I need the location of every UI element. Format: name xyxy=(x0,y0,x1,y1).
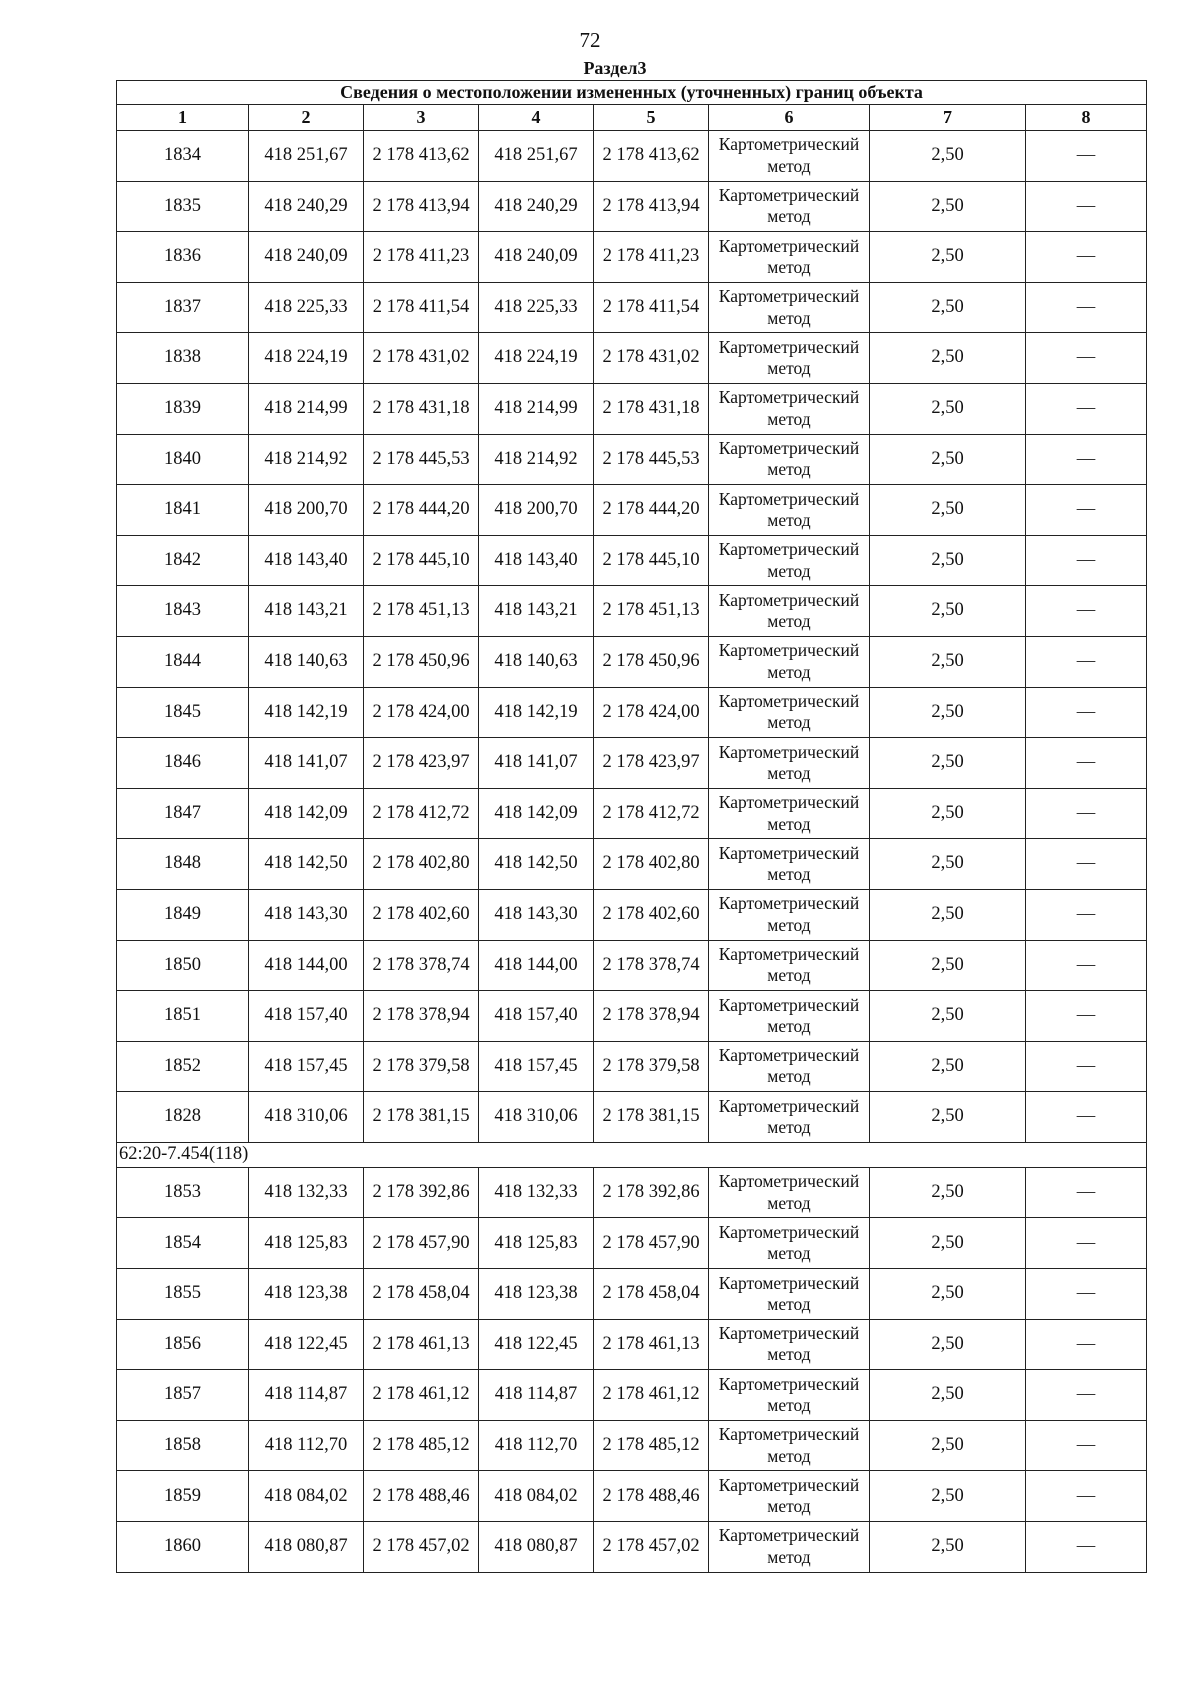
point-number-cell: 1844 xyxy=(117,636,249,687)
y-existing-cell: 2 178 412,72 xyxy=(364,788,479,839)
accuracy-cell: 2,50 xyxy=(870,333,1026,384)
description-cell: — xyxy=(1026,1167,1147,1218)
point-number-cell: 1845 xyxy=(117,687,249,738)
table-row xyxy=(117,1218,1147,1269)
x-existing-cell: 418 157,45 xyxy=(249,1041,364,1092)
y-refined-cell: 2 178 451,13 xyxy=(594,586,709,637)
description-cell: — xyxy=(1026,738,1147,789)
table-row xyxy=(117,687,1147,738)
y-existing-cell: 2 178 457,02 xyxy=(364,1522,479,1573)
method-cell: Картометрический метод xyxy=(709,131,870,182)
accuracy-cell: 2,50 xyxy=(870,889,1026,940)
table-row xyxy=(117,738,1147,789)
accuracy-cell: 2,50 xyxy=(870,586,1026,637)
x-refined-cell: 418 240,09 xyxy=(479,232,594,283)
x-refined-cell: 418 143,30 xyxy=(479,889,594,940)
accuracy-cell: 2,50 xyxy=(870,434,1026,485)
table-row xyxy=(117,535,1147,586)
table-row xyxy=(117,282,1147,333)
x-refined-cell: 418 143,40 xyxy=(479,535,594,586)
description-cell: — xyxy=(1026,1319,1147,1370)
description-cell: — xyxy=(1026,1370,1147,1421)
description-cell: — xyxy=(1026,636,1147,687)
x-refined-cell: 418 080,87 xyxy=(479,1522,594,1573)
y-existing-cell: 2 178 485,12 xyxy=(364,1420,479,1471)
point-number-cell: 1840 xyxy=(117,434,249,485)
description-cell: — xyxy=(1026,1092,1147,1143)
description-cell: — xyxy=(1026,991,1147,1042)
accuracy-cell: 2,50 xyxy=(870,181,1026,232)
y-existing-cell: 2 178 381,15 xyxy=(364,1092,479,1143)
section-title: Раздел3 xyxy=(583,58,647,78)
y-refined-cell: 2 178 411,54 xyxy=(594,282,709,333)
table-row xyxy=(117,232,1147,283)
method-cell: Картометрический метод xyxy=(709,889,870,940)
point-number-cell: 1842 xyxy=(117,535,249,586)
accuracy-cell: 2,50 xyxy=(870,1218,1026,1269)
method-cell: Картометрический метод xyxy=(709,282,870,333)
description-cell: — xyxy=(1026,282,1147,333)
method-cell: Картометрический метод xyxy=(709,1218,870,1269)
y-refined-cell: 2 178 381,15 xyxy=(594,1092,709,1143)
table-row xyxy=(117,839,1147,890)
x-refined-cell: 418 125,83 xyxy=(479,1218,594,1269)
table-body xyxy=(117,131,1147,1573)
y-existing-cell: 2 178 423,97 xyxy=(364,738,479,789)
y-refined-cell: 2 178 402,60 xyxy=(594,889,709,940)
x-existing-cell: 418 225,33 xyxy=(249,282,364,333)
table-row xyxy=(117,181,1147,232)
accuracy-cell: 2,50 xyxy=(870,1167,1026,1218)
x-existing-cell: 418 157,40 xyxy=(249,991,364,1042)
table-row xyxy=(117,586,1147,637)
accuracy-cell: 2,50 xyxy=(870,1420,1026,1471)
table-row xyxy=(117,131,1147,182)
x-refined-cell: 418 310,06 xyxy=(479,1092,594,1143)
y-refined-cell: 2 178 445,10 xyxy=(594,535,709,586)
accuracy-cell: 2,50 xyxy=(870,1269,1026,1320)
table-row xyxy=(117,1370,1147,1421)
description-cell: — xyxy=(1026,839,1147,890)
method-cell: Картометрический метод xyxy=(709,232,870,283)
table-row xyxy=(117,1269,1147,1320)
description-cell: — xyxy=(1026,940,1147,991)
y-existing-cell: 2 178 413,62 xyxy=(364,131,479,182)
point-number-cell: 1838 xyxy=(117,333,249,384)
x-refined-cell: 418 084,02 xyxy=(479,1471,594,1522)
column-header: 5 xyxy=(594,105,709,131)
parcel-number-label: 62:20-7.454(118) xyxy=(117,1142,1147,1167)
point-number-cell: 1850 xyxy=(117,940,249,991)
table-row xyxy=(117,636,1147,687)
y-refined-cell: 2 178 392,86 xyxy=(594,1167,709,1218)
point-number-cell: 1852 xyxy=(117,1041,249,1092)
accuracy-cell: 2,50 xyxy=(870,1041,1026,1092)
point-number-cell: 1851 xyxy=(117,991,249,1042)
column-header: 1 xyxy=(117,105,249,131)
point-number-cell: 1854 xyxy=(117,1218,249,1269)
point-number-cell: 1856 xyxy=(117,1319,249,1370)
point-number-cell: 1846 xyxy=(117,738,249,789)
y-existing-cell: 2 178 445,53 xyxy=(364,434,479,485)
description-cell: — xyxy=(1026,232,1147,283)
accuracy-cell: 2,50 xyxy=(870,687,1026,738)
y-existing-cell: 2 178 431,18 xyxy=(364,383,479,434)
x-existing-cell: 418 112,70 xyxy=(249,1420,364,1471)
accuracy-cell: 2,50 xyxy=(870,232,1026,283)
x-refined-cell: 418 123,38 xyxy=(479,1269,594,1320)
y-refined-cell: 2 178 411,23 xyxy=(594,232,709,283)
accuracy-cell: 2,50 xyxy=(870,788,1026,839)
accuracy-cell: 2,50 xyxy=(870,636,1026,687)
description-cell: — xyxy=(1026,131,1147,182)
point-number-cell: 1839 xyxy=(117,383,249,434)
y-refined-cell: 2 178 461,13 xyxy=(594,1319,709,1370)
column-header-row xyxy=(117,105,1147,131)
table-row xyxy=(117,1319,1147,1370)
y-existing-cell: 2 178 413,94 xyxy=(364,181,479,232)
x-refined-cell: 418 144,00 xyxy=(479,940,594,991)
point-number-cell: 1834 xyxy=(117,131,249,182)
x-existing-cell: 418 114,87 xyxy=(249,1370,364,1421)
accuracy-cell: 2,50 xyxy=(870,383,1026,434)
method-cell: Картометрический метод xyxy=(709,687,870,738)
accuracy-cell: 2,50 xyxy=(870,991,1026,1042)
y-existing-cell: 2 178 457,90 xyxy=(364,1218,479,1269)
table-title: Сведения о местоположении измененных (уточненных) границ объекта xyxy=(117,81,1147,105)
point-number-cell: 1843 xyxy=(117,586,249,637)
description-cell: — xyxy=(1026,1471,1147,1522)
y-refined-cell: 2 178 445,53 xyxy=(594,434,709,485)
description-cell: — xyxy=(1026,1269,1147,1320)
table-row xyxy=(117,889,1147,940)
table-row xyxy=(117,991,1147,1042)
y-existing-cell: 2 178 378,94 xyxy=(364,991,479,1042)
y-existing-cell: 2 178 411,23 xyxy=(364,232,479,283)
x-refined-cell: 418 141,07 xyxy=(479,738,594,789)
method-cell: Картометрический метод xyxy=(709,586,870,637)
table-row xyxy=(117,383,1147,434)
y-refined-cell: 2 178 444,20 xyxy=(594,485,709,536)
point-number-cell: 1858 xyxy=(117,1420,249,1471)
parcel-group-row xyxy=(117,1142,1147,1167)
column-header: 4 xyxy=(479,105,594,131)
method-cell: Картометрический метод xyxy=(709,1370,870,1421)
point-number-cell: 1837 xyxy=(117,282,249,333)
x-refined-cell: 418 157,40 xyxy=(479,991,594,1042)
accuracy-cell: 2,50 xyxy=(870,1370,1026,1421)
x-existing-cell: 418 122,45 xyxy=(249,1319,364,1370)
y-refined-cell: 2 178 457,02 xyxy=(594,1522,709,1573)
description-cell: — xyxy=(1026,1420,1147,1471)
description-cell: — xyxy=(1026,181,1147,232)
description-cell: — xyxy=(1026,1522,1147,1573)
y-refined-cell: 2 178 402,80 xyxy=(594,839,709,890)
point-number-cell: 1849 xyxy=(117,889,249,940)
y-refined-cell: 2 178 431,18 xyxy=(594,383,709,434)
method-cell: Картометрический метод xyxy=(709,1420,870,1471)
y-existing-cell: 2 178 378,74 xyxy=(364,940,479,991)
column-header: 8 xyxy=(1026,105,1147,131)
x-refined-cell: 418 143,21 xyxy=(479,586,594,637)
x-existing-cell: 418 142,50 xyxy=(249,839,364,890)
y-refined-cell: 2 178 461,12 xyxy=(594,1370,709,1421)
description-cell: — xyxy=(1026,535,1147,586)
method-cell: Картометрический метод xyxy=(709,434,870,485)
y-refined-cell: 2 178 431,02 xyxy=(594,333,709,384)
x-existing-cell: 418 310,06 xyxy=(249,1092,364,1143)
accuracy-cell: 2,50 xyxy=(870,282,1026,333)
x-existing-cell: 418 214,99 xyxy=(249,383,364,434)
column-header: 2 xyxy=(249,105,364,131)
method-cell: Картометрический метод xyxy=(709,788,870,839)
table-row xyxy=(117,1471,1147,1522)
x-existing-cell: 418 142,19 xyxy=(249,687,364,738)
y-existing-cell: 2 178 402,80 xyxy=(364,839,479,890)
y-refined-cell: 2 178 413,62 xyxy=(594,131,709,182)
x-refined-cell: 418 214,99 xyxy=(479,383,594,434)
method-cell: Картометрический метод xyxy=(709,1092,870,1143)
y-existing-cell: 2 178 402,60 xyxy=(364,889,479,940)
method-cell: Картометрический метод xyxy=(709,1041,870,1092)
column-header: 7 xyxy=(870,105,1026,131)
table-row xyxy=(117,1041,1147,1092)
x-existing-cell: 418 123,38 xyxy=(249,1269,364,1320)
table-row xyxy=(117,788,1147,839)
table-row xyxy=(117,1167,1147,1218)
y-existing-cell: 2 178 461,12 xyxy=(364,1370,479,1421)
y-existing-cell: 2 178 392,86 xyxy=(364,1167,479,1218)
y-existing-cell: 2 178 450,96 xyxy=(364,636,479,687)
method-cell: Картометрический метод xyxy=(709,535,870,586)
column-header: 3 xyxy=(364,105,479,131)
method-cell: Картометрический метод xyxy=(709,333,870,384)
point-number-cell: 1841 xyxy=(117,485,249,536)
x-refined-cell: 418 142,50 xyxy=(479,839,594,890)
description-cell: — xyxy=(1026,788,1147,839)
point-number-cell: 1860 xyxy=(117,1522,249,1573)
y-existing-cell: 2 178 424,00 xyxy=(364,687,479,738)
y-refined-cell: 2 178 488,46 xyxy=(594,1471,709,1522)
point-number-cell: 1847 xyxy=(117,788,249,839)
description-cell: — xyxy=(1026,383,1147,434)
x-refined-cell: 418 200,70 xyxy=(479,485,594,536)
point-number-cell: 1836 xyxy=(117,232,249,283)
accuracy-cell: 2,50 xyxy=(870,131,1026,182)
description-cell: — xyxy=(1026,485,1147,536)
x-existing-cell: 418 143,40 xyxy=(249,535,364,586)
y-refined-cell: 2 178 424,00 xyxy=(594,687,709,738)
y-existing-cell: 2 178 444,20 xyxy=(364,485,479,536)
description-cell: — xyxy=(1026,333,1147,384)
x-existing-cell: 418 200,70 xyxy=(249,485,364,536)
y-existing-cell: 2 178 411,54 xyxy=(364,282,479,333)
point-number-cell: 1853 xyxy=(117,1167,249,1218)
x-existing-cell: 418 144,00 xyxy=(249,940,364,991)
y-refined-cell: 2 178 413,94 xyxy=(594,181,709,232)
point-number-cell: 1855 xyxy=(117,1269,249,1320)
x-refined-cell: 418 112,70 xyxy=(479,1420,594,1471)
x-refined-cell: 418 132,33 xyxy=(479,1167,594,1218)
accuracy-cell: 2,50 xyxy=(870,1522,1026,1573)
x-existing-cell: 418 143,30 xyxy=(249,889,364,940)
x-existing-cell: 418 084,02 xyxy=(249,1471,364,1522)
x-refined-cell: 418 114,87 xyxy=(479,1370,594,1421)
method-cell: Картометрический метод xyxy=(709,1522,870,1573)
x-existing-cell: 418 142,09 xyxy=(249,788,364,839)
x-existing-cell: 418 140,63 xyxy=(249,636,364,687)
x-existing-cell: 418 240,29 xyxy=(249,181,364,232)
point-number-cell: 1859 xyxy=(117,1471,249,1522)
table-row xyxy=(117,940,1147,991)
y-refined-cell: 2 178 485,12 xyxy=(594,1420,709,1471)
point-number-cell: 1857 xyxy=(117,1370,249,1421)
x-existing-cell: 418 240,09 xyxy=(249,232,364,283)
accuracy-cell: 2,50 xyxy=(870,1471,1026,1522)
method-cell: Картометрический метод xyxy=(709,485,870,536)
x-refined-cell: 418 214,92 xyxy=(479,434,594,485)
description-cell: — xyxy=(1026,1218,1147,1269)
method-cell: Картометрический метод xyxy=(709,738,870,789)
accuracy-cell: 2,50 xyxy=(870,1319,1026,1370)
x-existing-cell: 418 125,83 xyxy=(249,1218,364,1269)
method-cell: Картометрический метод xyxy=(709,1167,870,1218)
y-existing-cell: 2 178 488,46 xyxy=(364,1471,479,1522)
description-cell: — xyxy=(1026,434,1147,485)
y-existing-cell: 2 178 461,13 xyxy=(364,1319,479,1370)
method-cell: Картометрический метод xyxy=(709,181,870,232)
description-cell: — xyxy=(1026,1041,1147,1092)
description-cell: — xyxy=(1026,889,1147,940)
point-number-cell: 1848 xyxy=(117,839,249,890)
x-existing-cell: 418 224,19 xyxy=(249,333,364,384)
x-refined-cell: 418 122,45 xyxy=(479,1319,594,1370)
accuracy-cell: 2,50 xyxy=(870,535,1026,586)
y-refined-cell: 2 178 378,74 xyxy=(594,940,709,991)
x-refined-cell: 418 142,09 xyxy=(479,788,594,839)
column-header: 6 xyxy=(709,105,870,131)
y-refined-cell: 2 178 458,04 xyxy=(594,1269,709,1320)
y-refined-cell: 2 178 450,96 xyxy=(594,636,709,687)
table-row xyxy=(117,1092,1147,1143)
description-cell: — xyxy=(1026,586,1147,637)
x-refined-cell: 418 157,45 xyxy=(479,1041,594,1092)
table-row xyxy=(117,434,1147,485)
x-refined-cell: 418 225,33 xyxy=(479,282,594,333)
table-row xyxy=(117,1420,1147,1471)
y-existing-cell: 2 178 458,04 xyxy=(364,1269,479,1320)
accuracy-cell: 2,50 xyxy=(870,1092,1026,1143)
point-number-cell: 1835 xyxy=(117,181,249,232)
x-refined-cell: 418 240,29 xyxy=(479,181,594,232)
description-cell: — xyxy=(1026,687,1147,738)
y-refined-cell: 2 178 457,90 xyxy=(594,1218,709,1269)
method-cell: Картометрический метод xyxy=(709,636,870,687)
x-refined-cell: 418 224,19 xyxy=(479,333,594,384)
method-cell: Картометрический метод xyxy=(709,991,870,1042)
y-existing-cell: 2 178 379,58 xyxy=(364,1041,479,1092)
y-existing-cell: 2 178 431,02 xyxy=(364,333,479,384)
accuracy-cell: 2,50 xyxy=(870,485,1026,536)
x-existing-cell: 418 141,07 xyxy=(249,738,364,789)
method-cell: Картометрический метод xyxy=(709,839,870,890)
accuracy-cell: 2,50 xyxy=(870,738,1026,789)
accuracy-cell: 2,50 xyxy=(870,940,1026,991)
table-row xyxy=(117,485,1147,536)
method-cell: Картометрический метод xyxy=(709,940,870,991)
y-refined-cell: 2 178 412,72 xyxy=(594,788,709,839)
table-row xyxy=(117,1522,1147,1573)
x-refined-cell: 418 140,63 xyxy=(479,636,594,687)
x-existing-cell: 418 214,92 xyxy=(249,434,364,485)
y-existing-cell: 2 178 445,10 xyxy=(364,535,479,586)
point-number-cell: 1828 xyxy=(117,1092,249,1143)
method-cell: Картометрический метод xyxy=(709,1471,870,1522)
y-refined-cell: 2 178 379,58 xyxy=(594,1041,709,1092)
y-existing-cell: 2 178 451,13 xyxy=(364,586,479,637)
accuracy-cell: 2,50 xyxy=(870,839,1026,890)
x-refined-cell: 418 251,67 xyxy=(479,131,594,182)
x-refined-cell: 418 142,19 xyxy=(479,687,594,738)
method-cell: Картометрический метод xyxy=(709,1269,870,1320)
y-refined-cell: 2 178 378,94 xyxy=(594,991,709,1042)
method-cell: Картометрический метод xyxy=(709,383,870,434)
boundary-coordinates-table xyxy=(116,80,1147,1573)
x-existing-cell: 418 143,21 xyxy=(249,586,364,637)
y-refined-cell: 2 178 423,97 xyxy=(594,738,709,789)
table-row xyxy=(117,333,1147,384)
x-existing-cell: 418 080,87 xyxy=(249,1522,364,1573)
method-cell: Картометрический метод xyxy=(709,1319,870,1370)
x-existing-cell: 418 132,33 xyxy=(249,1167,364,1218)
page-number: 72 xyxy=(579,28,601,52)
x-existing-cell: 418 251,67 xyxy=(249,131,364,182)
